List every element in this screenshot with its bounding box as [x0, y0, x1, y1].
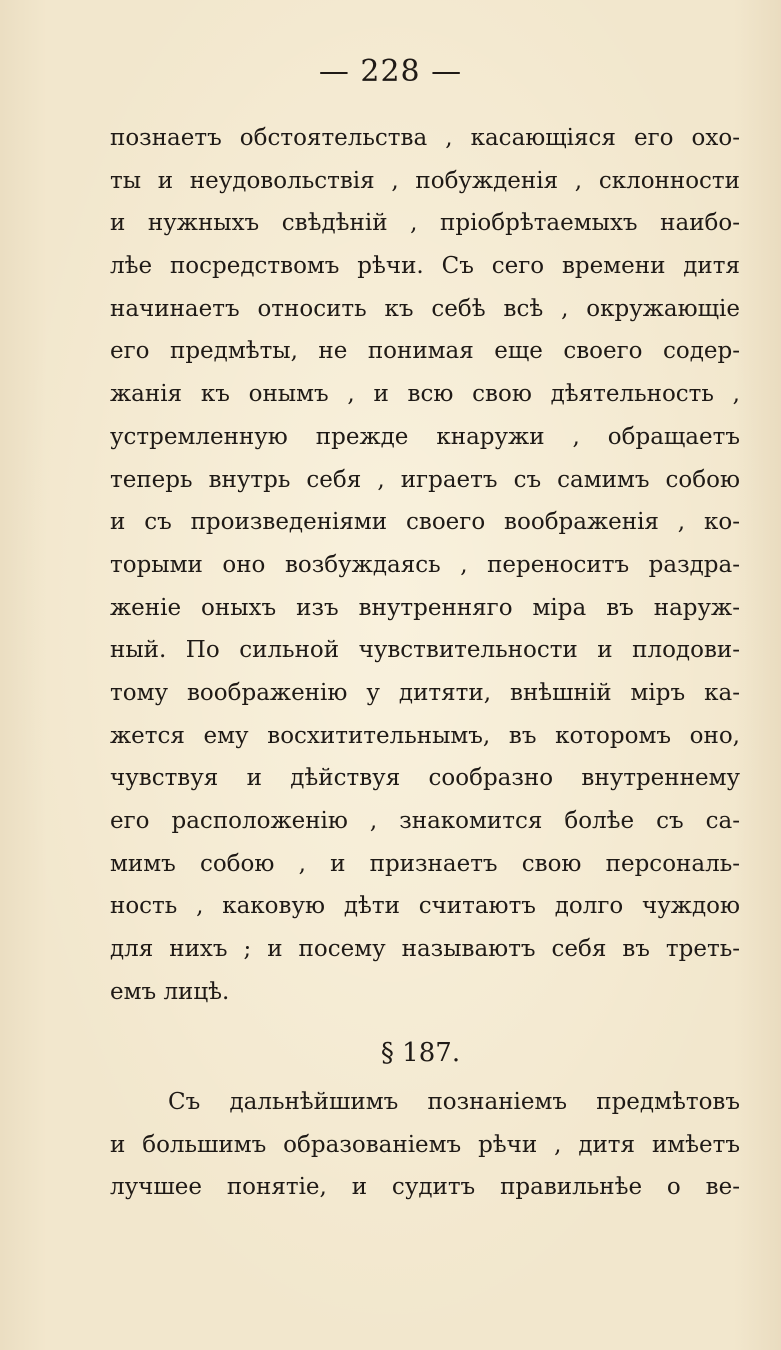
page-number: — 228 — [318, 54, 463, 89]
text-line: и съ произведеніями своего воображенія , ко- [110, 509, 740, 536]
text-line: ный. По сильной чувствительности и плодови- [110, 637, 740, 664]
paragraph-1 [110, 117, 740, 1013]
text-line: емъ лицѣ. [110, 978, 230, 1005]
text-line: познаетъ обстоятельства , касающіяся его охо- [110, 125, 740, 151]
section-heading: § 187. [380, 1038, 461, 1068]
text-line: жанія къ онымъ , и всю свою дѣятельность , [110, 381, 740, 408]
paragraph-2 [110, 1081, 740, 1209]
text-line: мимъ собою , и признаетъ свою персональ- [110, 850, 740, 877]
text-line: для нихъ ; и посему называютъ себя въ треть- [110, 936, 740, 963]
text-line: и нужныхъ свѣдѣній , пріобрѣтаемыхъ наибо- [110, 210, 740, 237]
text-line: и большимъ образованіемъ рѣчи , дитя имѣетъ [110, 1131, 740, 1158]
text-line: торыми оно возбуждаясь , переноситъ раздра- [110, 551, 740, 578]
text-line: теперь внутрь себя , играетъ съ самимъ собою [110, 466, 740, 493]
text-line: лучшее понятіе, и судитъ правильнѣе о ве- [110, 1174, 740, 1201]
text-line: начинаетъ относить къ себѣ всѣ , окружающіе [110, 295, 740, 322]
text-line: жется ему восхитительнымъ, въ которомъ оно, [110, 722, 740, 749]
text-line: чувствуя и дѣйствуя сообразно внутреннему [110, 765, 740, 792]
text-line: ты и неудовольствія , побужденія , склонности [110, 167, 740, 194]
text-line: женіе оныхъ изъ внутренняго міра въ наруж- [110, 594, 740, 621]
text-line: его расположенію , знакомится болѣе съ са- [110, 808, 740, 834]
text-line: Съ дальнѣйшимъ познаніемъ предмѣтовъ [168, 1089, 740, 1115]
text-line: лѣе посредствомъ рѣчи. Съ сего времени дитя [110, 253, 740, 280]
text-line: его предмѣты, не понимая еще своего содер- [110, 338, 740, 365]
text-line: ность , каковую дѣти считаютъ долго чуждою [110, 893, 740, 920]
text-line: устремленную прежде кнаружи , обращаетъ [110, 423, 740, 450]
text-line: тому воображенію у дитяти, внѣшній міръ ка- [110, 679, 740, 706]
